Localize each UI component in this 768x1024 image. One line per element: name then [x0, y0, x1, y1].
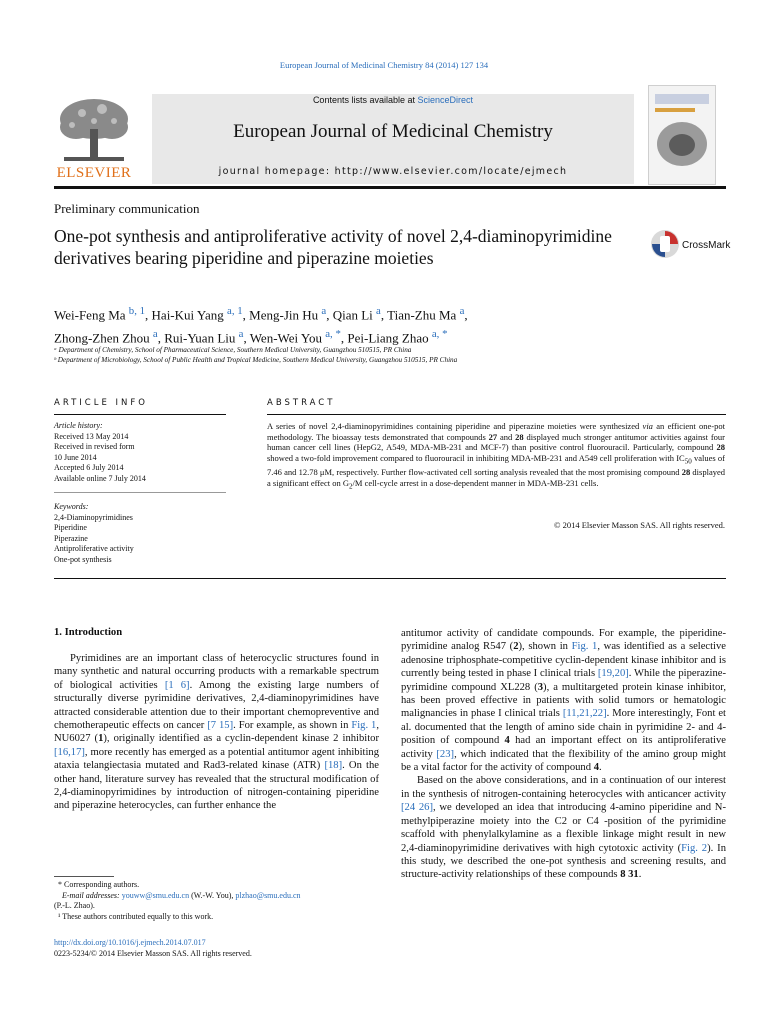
info-divider [54, 492, 226, 493]
keyword: Piperazine [54, 533, 88, 543]
keyword: 2,4-Diaminopyrimidines [54, 512, 133, 522]
contents-prefix: Contents lists available at [312, 95, 415, 105]
history-item: Available online 7 July 2014 [54, 473, 146, 483]
keyword: Antiproliferative activity [54, 544, 134, 553]
section-heading-introduction: 1. Introduction [54, 627, 123, 638]
affiliation-a: ᵃ Department of Chemistry, School of Pharmaceutical Science, Southern Medical University, Guangzhou 510515, PR China [54, 346, 412, 354]
article-history [54, 421, 226, 484]
abstract-heading: ABSTRACT [267, 398, 336, 408]
history-label: Article history: [54, 421, 103, 430]
doi-link[interactable]: http://dx.doi.org/10.1016/j.ejmech.2014.07.017 [54, 938, 206, 947]
author-list: Wei-Feng Ma $^{b, 1}$, Hai-Kui Yang $^{a, 1}$, Meng-Jin Hu $^a$, Qian Li $^a$, Tian-Zhu Ma $^a$, Zhong-Zhen Zhou $^a$, Rui-Yuan Liu $^a$, Wen-Wei You $^{a, *}$, Pei-Liang Zhao $^{a, *}$ [54, 305, 468, 346]
history-item: Accepted 6 July 2014 [54, 463, 124, 472]
keyword: Piperidine [54, 523, 87, 532]
body-column-right: antitumor activity of candidate compounds. For example, the piperidine-pyrimidine analog R547 (2), shown in Fig. 1, was identified as a selective adenosine triphosphate-competitive cyclin-dependent kinase inhibitor and is currently being tested in phase I clinical trials [19,20]. While the piperazine-pyrimidine compound XL228 (3), a multitargeted protein kinase inhibitor, has been proved effective in patients with solid tumors or hematologic malignancies in phase I clinical trials [11,21,22]. More interestingly, Font et al. documented that the length of amino side chain in pyrimidine 2- and 4-position of compound 4 had an important effect on its antiproliferative activity [23], which indicated that the flexibility of the amino group might be a vital factor for the activity of compound 4. Based on the above considerations, and in a continuation of our interest in the synthesis of nitrogen-containing heterocycles with anticancer activity [24 26], we developed an idea that introducing 4-amino piperidine and N-methylpiperazine moiety into the C2 or C4 -position of the pyrimidine scaffold with phenylalkylamine as a flexible linkage might result in new 2,4-diaminopyrimidine derivatives with high cytotoxic activity (Fig. 2). In this study, we described the one-pot synthesis and screening results, and structure-activity relationships of these compounds 8 31. [401, 628, 727, 881]
history-item: 10 June 2014 [54, 452, 97, 462]
article-info-heading: ARTICLE INFO [54, 398, 148, 408]
sciencedirect-link[interactable]: ScienceDirect [417, 95, 474, 105]
footnotes: * Corresponding authors. E-mail addresses: youww@smu.edu.cn (W.-W. You), plzhao@smu.edu.cn (P.-L. Zhao). ¹ These authors contributed equally to this work. [54, 880, 301, 921]
elsevier-tree-logo [54, 93, 134, 165]
body-column-left: Pyrimidines are an important class of heterocyclic structures found in many synthetic and natural occurring products with a remarkable spectrum of biological activities [1 6]. Among the existing large numbers of structurally diverse pyrimidine derivatives, 2,4-diaminopyrimidines have attracted considerable attention due to their important chemopreventive and chemotherapeutic effects on cancer [7 15]. For example, as shown in Fig. 1, NU6027 (1), originally identified as a cyclin-dependent kinase 2 inhibitor [16,17], more recently has emerged as a potential antitumor agent inhibiting ataxia telangiectasia mutated and Rad3-related kinase (ATR) [18]. On the other hand, literature survey has revealed that the structural modification of 2,4-diaminopyrimidines by introduction of nitrogen-containing piperidine and piperazine heterocycles, can further enhance the [54, 653, 380, 812]
article-info-rule [54, 414, 226, 415]
affiliation-b: ᵇ Department of Microbiology, School of Public Health and Tropical Medicine, Southern Medical University, Guangzhou 510515, PR China [54, 356, 458, 364]
article-type: Preliminary communication [54, 201, 200, 216]
journal-title: European Journal of Medicinal Chemistry [233, 121, 553, 142]
header-rule [54, 186, 726, 189]
journal-homepage[interactable]: journal homepage: http://www.elsevier.com/locate/ejmech [218, 166, 568, 177]
issn-line: 0223-5234/© 2014 Elsevier Masson SAS. All rights reserved. [54, 949, 252, 958]
keyword: One-pot synthesis [54, 554, 112, 564]
contents-line [152, 95, 634, 105]
journal-citation[interactable]: European Journal of Medicinal Chemistry 84 (2014) 127 134 [279, 60, 489, 70]
abstract-text: A series of novel 2,4-diaminopyrimidines containing piperidine and piperazine moieties were synthesized via an efficient one-pot methodology. The bioassay tests demonstrated that compounds 27 and 28 displayed much stronger antitumor activities against four human cancer cell lines (HepG2, A549, MDA-MB-231 and MCF-7) than positive control fluorouracil. Particularly, compound 28 showed a two-fold improvement compared to fluorouracil in inhibiting MDA-MB-231 and A549 cell proliferation with $IC_{50}$ values of 7.46 and 12.78 μM, respectively. Further flow-activated cell sorting analysis revealed that the most promising compound 28 displayed a significant effect on $G_2/M$ cell-cycle arrest in a dose-dependent manner in MDA-MB-231 cells. [267, 421, 726, 491]
history-item: Received in revised form [54, 442, 135, 451]
keywords-label: Keywords: [54, 502, 89, 511]
abstract-bottom-rule [54, 578, 726, 579]
history-item: Received 13 May 2014 [54, 431, 129, 441]
keywords [54, 502, 226, 565]
footnote-rule [54, 876, 114, 877]
elsevier-logo-text: ELSEVIER [56, 165, 132, 181]
crossmark-icon[interactable] [650, 228, 680, 260]
crossmark-label[interactable]: CrossMark [682, 240, 731, 251]
journal-cover-image [648, 85, 716, 185]
abstract-rule [267, 414, 726, 415]
abstract-copyright: © 2014 Elsevier Masson SAS. All rights reserved. [553, 520, 725, 530]
article-title: One-pot synthesis and antiproliferative activity of novel 2,4-diaminopyrimidine derivatives bearing piperidine and piperazine moieties [54, 226, 612, 268]
